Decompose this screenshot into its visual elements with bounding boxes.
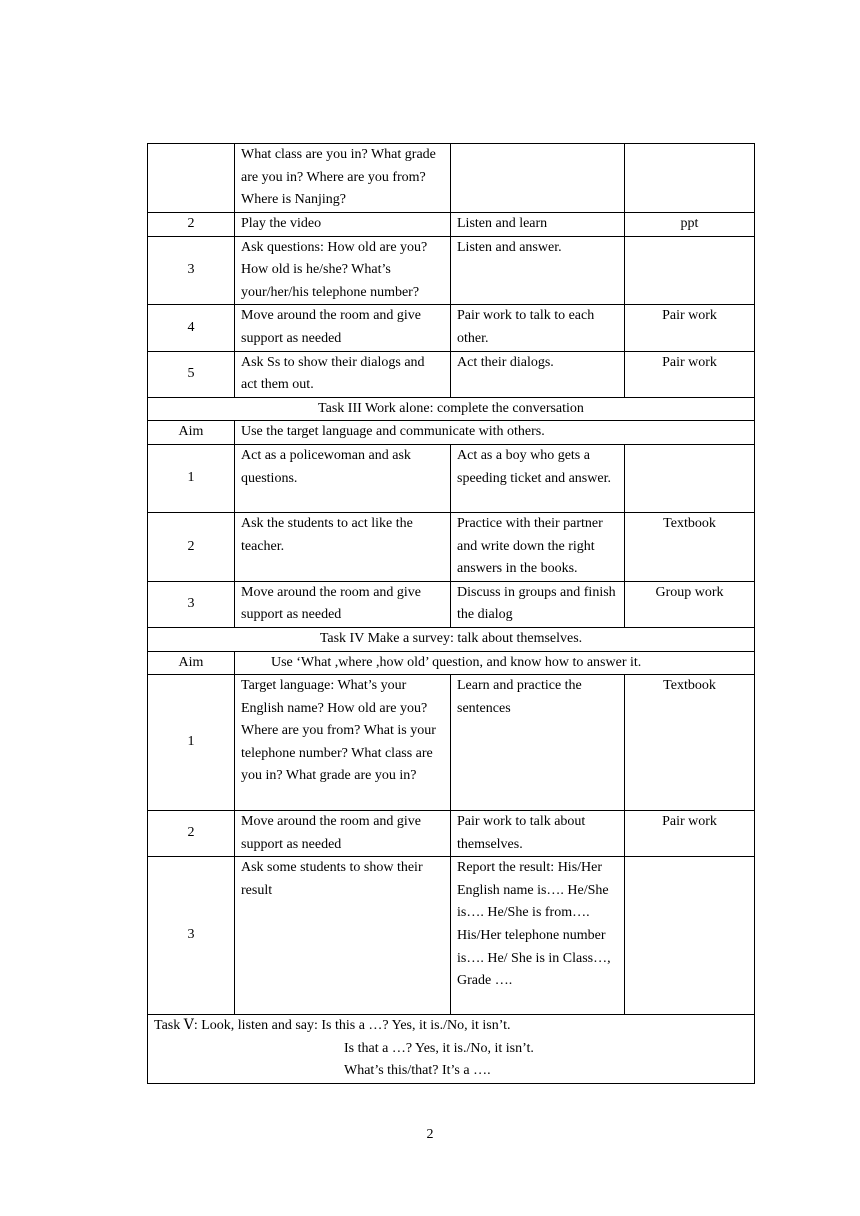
step-number: 1	[148, 444, 235, 512]
student-activity: Act as a boy who gets a speeding ticket and answer.	[451, 444, 625, 512]
step-number: 3	[148, 236, 235, 305]
student-activity: Report the result: His/Her English name is…. He/She is…. He/She is from…. His/Her telephone number is…. He/ She is in Class…, Grade ….	[451, 857, 625, 1015]
task-5-line-2: Is that a …? Yes, it is./No, it isn’t.	[344, 1040, 534, 1056]
resource: Textbook	[625, 512, 755, 581]
aim-row	[148, 651, 755, 675]
task-5-row	[148, 1015, 755, 1084]
resource	[625, 144, 755, 213]
student-activity: Pair work to talk to each other.	[451, 305, 625, 351]
task-5-line-1: Task Ⅴ: Look, listen and say: Is this a …? Yes, it is./No, it isn’t.	[154, 1018, 511, 1034]
table-row	[148, 305, 755, 351]
teacher-activity: Ask the students to act like the teacher.	[235, 512, 451, 581]
table-row	[148, 811, 755, 857]
task-5-cell	[148, 1015, 755, 1084]
table-row	[148, 444, 755, 512]
step-number	[148, 144, 235, 213]
teacher-activity: Target language: What’s your English name? How old are you? Where are you from? What is your telephone number? What class are you in? What grade are you in?	[235, 675, 451, 811]
step-number: 3	[148, 581, 235, 627]
resource: Pair work	[625, 351, 755, 397]
table-row	[148, 512, 755, 581]
task-heading-row	[148, 627, 755, 651]
teacher-activity: Move around the room and give support as needed	[235, 811, 451, 857]
resource: Pair work	[625, 811, 755, 857]
step-number: 3	[148, 857, 235, 1015]
student-activity: Learn and practice the sentences	[451, 675, 625, 811]
table-row	[148, 675, 755, 811]
resource: ppt	[625, 213, 755, 237]
table-row	[148, 857, 755, 1015]
lesson-plan-table	[147, 143, 755, 1084]
student-activity	[451, 144, 625, 213]
table-row	[148, 213, 755, 237]
task-4-title: Task IV Make a survey: talk about themselves.	[148, 627, 755, 651]
aim-label: Aim	[148, 421, 235, 445]
resource	[625, 444, 755, 512]
student-activity: Discuss in groups and finish the dialog	[451, 581, 625, 627]
teacher-activity: Ask Ss to show their dialogs and act them out.	[235, 351, 451, 397]
step-number: 4	[148, 305, 235, 351]
resource: Textbook	[625, 675, 755, 811]
aim-row	[148, 421, 755, 445]
student-activity: Listen and learn	[451, 213, 625, 237]
aim-text: Use the target language and communicate with others.	[235, 421, 755, 445]
teacher-activity: Move around the room and give support as needed	[235, 305, 451, 351]
teacher-activity: Move around the room and give support as needed	[235, 581, 451, 627]
step-number: 2	[148, 213, 235, 237]
teacher-activity: What class are you in? What grade are you in? Where are you from? Where is Nanjing?	[235, 144, 451, 213]
resource	[625, 857, 755, 1015]
student-activity: Practice with their partner and write down the right answers in the books.	[451, 512, 625, 581]
student-activity: Act their dialogs.	[451, 351, 625, 397]
step-number: 5	[148, 351, 235, 397]
task-5-line-3: What’s this/that? It’s a ….	[344, 1063, 491, 1079]
resource: Pair work	[625, 305, 755, 351]
table-row	[148, 581, 755, 627]
step-number: 1	[148, 675, 235, 811]
step-number: 2	[148, 512, 235, 581]
table-row	[148, 144, 755, 213]
table-row	[148, 351, 755, 397]
aim-text: Use ‘What ,where ,how old’ question, and know how to answer it.	[235, 651, 755, 675]
task-heading-row	[148, 397, 755, 421]
resource: Group work	[625, 581, 755, 627]
student-activity: Listen and answer.	[451, 236, 625, 305]
teacher-activity: Play the video	[235, 213, 451, 237]
step-number: 2	[148, 811, 235, 857]
student-activity: Pair work to talk about themselves.	[451, 811, 625, 857]
resource	[625, 236, 755, 305]
page-number: 2	[426, 1127, 434, 1142]
teacher-activity: Ask some students to show their result	[235, 857, 451, 1015]
table-row	[148, 236, 755, 305]
teacher-activity: Ask questions: How old are you? How old is he/she? What’s your/her/his telephone number?	[235, 236, 451, 305]
teacher-activity: Act as a policewoman and ask questions.	[235, 444, 451, 512]
task-3-title: Task III Work alone: complete the conversation	[148, 397, 755, 421]
aim-label: Aim	[148, 651, 235, 675]
